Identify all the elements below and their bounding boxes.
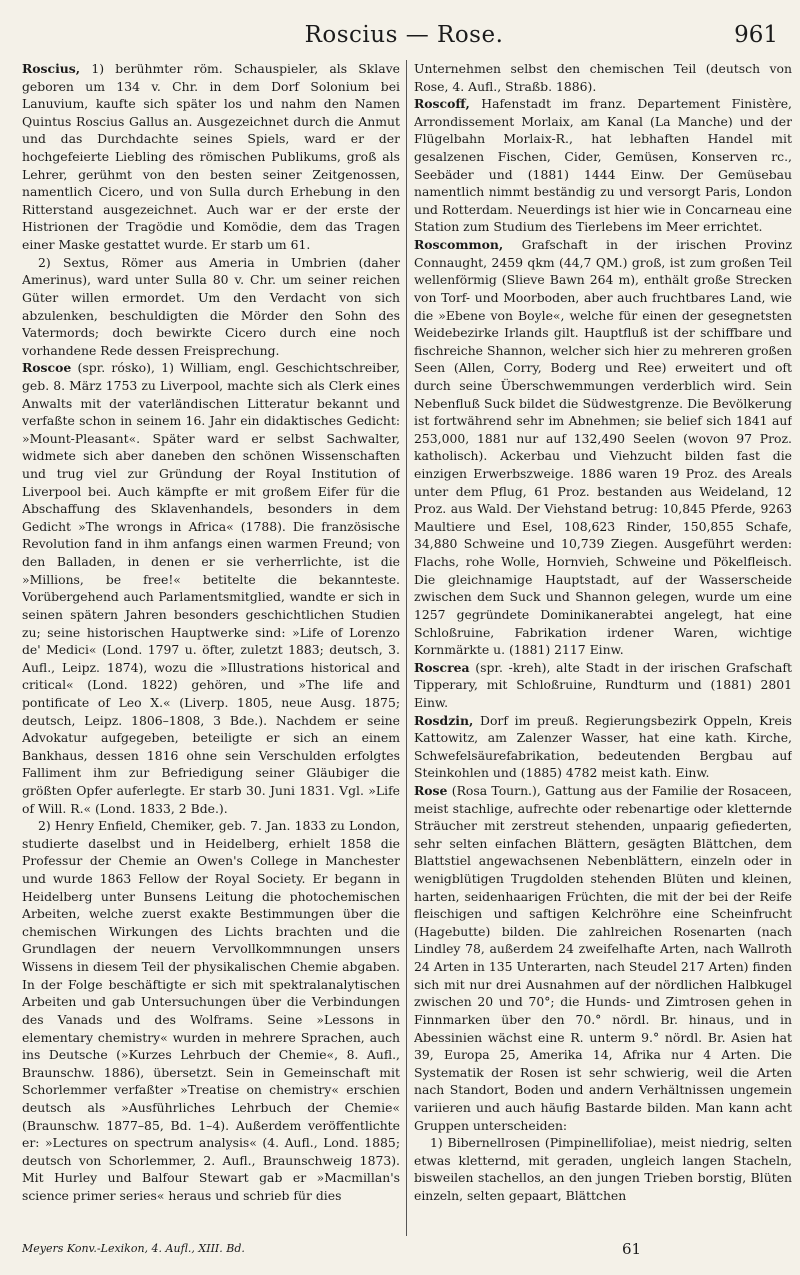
page-header — [30, 14, 778, 52]
entry-text: 1) Bibernellrosen (Pimpinellifoliae), meist niedrig, selten etwas kletternd, mit geraden, ungleich langen Stacheln, bisweilen stachellos, an den jungen Trieben borstig, Blüten einzeln, selten gepaart, Blättchen — [414, 1135, 792, 1203]
dictionary-entry — [414, 236, 792, 659]
dictionary-entry — [22, 254, 400, 360]
dictionary-entry — [22, 60, 400, 254]
entry-headword: Roscoff, — [414, 96, 470, 112]
entry-headword: Roscommon, — [414, 237, 504, 253]
entry-headword: Rosdzin, — [414, 712, 474, 728]
running-head: Roscius — Rose. — [304, 22, 504, 48]
entry-text: 2) Sextus, Römer aus Ameria in Umbrien (daher Amerinus), ward unter Sulla 80 v. Chr. um seiner reichen Güter willen ermordet. Um den Verdacht von sich abzulenken, beschuldigten die Mörder den Sohn des Vatermords; doch bewirkte Cicero durch eine noch vorhandene Rede dessen Freisprechung. — [22, 254, 400, 358]
footer-source: Meyers Konv.-Lexikon, 4. Aufl., XIII. Bd. — [22, 1242, 245, 1255]
entry-text: (spr. -kreh), alte Stadt in der irischen Grafschaft Tipperary, mit Schloßruine, Rundturm und (1881) 2801 Einw. — [414, 659, 792, 710]
left-column — [22, 60, 400, 1236]
entry-headword: Roscrea — [414, 659, 470, 675]
page-footer — [22, 1240, 778, 1262]
entry-text: Dorf im preuß. Regierungsbezirk Oppeln, Kreis Kattowitz, am Zalenzer Wasser, hat eine kath. Kirche, Schwefelsäurefabrikation, bedeutenden Bergbau auf Steinkohlen und (1885) 4782 meist kath. Einw. — [414, 712, 792, 781]
entry-headword: Roscoe — [22, 360, 72, 376]
text-columns — [22, 60, 792, 1236]
entry-text: (Rosa Tourn.), Gattung aus der Familie der Rosaceen, meist stachlige, aufrechte oder rebenartige oder kletternde Sträucher mit zerstreut stehenden, unpaarig gefiederten, sehr selten einfachen Blättern, gesägten Blättchen, dem Blattstiel angewachsenen Nebenblättern, einzeln oder in wenigblütigen Trugdolden stehenden Blüten und kleinen, harten, seidenhaarigen Früchten, die mit der bei der Reife fleischigen und saftigen Kelchröhre eine Scheinfrucht (Hagebutte) bilden. Die zahlreichen Rosenarten (nach Lindley 78, außerdem 24 zweifelhafte Arten, nach Wallroth 24 Arten in 135 Unterarten, nach Steudel 217 Arten) finden sich mit nur drei Ausnahmen auf der nördlichen Halbkugel zwischen 20 und 70°; die Hunds- und Zimtrosen gehen in Finnmarken über den 70.° nördl. Br. hinaus, und in Abessinien wächst eine R. unterm 9.° nördl. Br. Asien hat 39, Europa 25, Amerika 14, Afrika nur 4 Arten. Die Systematik der Rosen ist sehr schwierig, weil die Arten nach Standort, Boden und andern Verhältnissen ungemein variieren und auch häufig Bastarde bilden. Man kann acht Gruppen unterscheiden: — [414, 782, 792, 1133]
entry-headword: Rose — [414, 782, 448, 798]
entry-text: Grafschaft in der irischen Provinz Connaught, 2459 qkm (44,7 QM.) groß, ist zum großen Teil wellenförmig (Slieve Bawn 264 m), enthält große Strecken von Torf- und Moorboden, aber auch fruchtbares Land, wie die »Ebene von Boyle«, welche für einen der gesegnetsten Weidebezirke Irlands gilt. Hauptfluß ist der schiffbare und fischreiche Shannon, welcher sich hier zu mehreren großen Seen (Allen, Corry, Boderg und Ree) erweitert und oft durch seine Überschwemmungen verderblich wird. Sein Nebenfluß Suck bildet die Südwestgrenze. Die Bevölkerung ist fortwährend sehr im Abnehmen; sie belief sich 1841 auf 253,000, 1881 nur auf 132,490 Seelen (wovon 97 Proz. katholisch). Ackerbau und Viehzucht bilden fast die einzigen Erwerbszweige. 1886 waren 19 Proz. des Areals unter dem Pflug, 61 Proz. bestanden aus Weideland, 12 Proz. aus Wald. Der Viehstand betrug: 10,845 Pferde, 9263 Maultiere und Esel, 108,623 Rinder, 150,855 Schafe, 34,880 Schweine und 10,739 Ziegen. Ausgeführt werden: Flachs, rohe Wolle, Hornvieh, Schweine und Pökelfleisch. Die gleichnamige Hauptstadt, auf der Wasserscheide zwischen dem Suck und Shannon gelegen, wurde um eine 1257 gegründete Dominikanerabtei angelegt, hat eine Schloßruine, Fabrikation irdener Waren, wichtige Kornmärkte u. (1881) 2117 Einw. — [414, 237, 792, 658]
entry-text: Unternehmen selbst den chemischen Teil (deutsch von Rose, 4. Aufl., Straßb. 1886). — [414, 61, 792, 94]
dictionary-entry — [414, 712, 792, 782]
dictionary-entry — [414, 60, 792, 95]
page-number: 961 — [734, 22, 778, 48]
dictionary-entry — [22, 817, 400, 1204]
entry-text: 1) berühmter röm. Schauspieler, als Sklave geboren um 134 v. Chr. in dem Dorf Solonium bei Lanuvium, kaufte sich später los und nahm den Namen Quintus Roscius Gallus an. Ausgezeichnet durch die Anmut und das Durchdachte seines Spiels, ward er der hochgefeierte Liebling des römischen Publikums, groß als Lehrer, gerühmt von den besten seiner Zeitgenossen, namentlich Cicero, und von Sulla durch Erhebung in den Ritterstand ausgezeichnet. Auch war er der erste der Histrionen der Tragödie und Komödie, dem das Tragen einer Maske gestattet wurde. Er starb um 61. — [22, 61, 400, 253]
dictionary-entry — [22, 359, 400, 817]
dictionary-entry — [414, 782, 792, 1134]
entry-headword: Roscius, — [22, 61, 81, 76]
entry-text: 2) Henry Enfield, Chemiker, geb. 7. Jan. 1833 zu London, studierte daselbst und in Heidelberg, erhielt 1858 die Professur der Chemie an Owen's College in Manchester und wurde 1863 Fellow der Royal Society. Er begann in Heidelberg unter Bunsens Leitung die photochemischen Arbeiten, welche zuerst exakte Bestimmungen über die chemischen Wirkungen des Lichts brachten und die Grundlagen der neuern Vervollkommnungen unsers Wissens in diesem Teil der physikalischen Chemie abgaben. In der Folge beschäftigte er sich mit spektralanalytischen Arbeiten und gab Untersuchungen über die Verbindungen des Vanads und des Wolframs. Seine »Lessons in elementary chemistry« wurden in mehrere Sprachen, auch ins Deutsche (»Kurzes Lehrbuch der Chemie«, 8. Aufl., Braunschw. 1886), übersetzt. Sein in Gemeinschaft mit Schorlemmer verfaßter »Treatise on chemistry« erschien deutsch als »Ausführliches Lehrbuch der Chemie« (Braunschw. 1877–85, Bd. 1–4). Außerdem veröffentlichte er: »Lectures on spectrum analysis« (4. Aufl., Lond. 1885; deutsch von Schorlemmer, 2. Aufl., Braunschweig 1873). Mit Hurley und Balfour Stewart gab er »Macmillan's science primer series« heraus und schrieb für dies — [22, 818, 400, 1203]
dictionary-entry — [414, 659, 792, 712]
right-column — [414, 60, 792, 1236]
column-divider — [406, 60, 407, 1236]
signature-mark: 61 — [622, 1240, 642, 1258]
dictionary-entry — [414, 1134, 792, 1204]
entry-text: (spr. rósko), 1) William, engl. Geschichtschreiber, geb. 8. März 1753 zu Liverpool, machte sich als Clerk eines Anwalts mit der vaterländischen Litteratur bekannt und verfaßte schon in seinem 16. Jahr ein didaktisches Gedicht: »Mount-Pleasant«. Später ward er selbst Sachwalter, widmete sich aber daneben den schönen Wissenschaften und trug viel zur Gründung der Royal Institution of Liverpool bei. Auch kämpfte er mit großem Eifer für die Abschaffung des Sklavenhandels, besonders in dem Gedicht »The wrongs in Africa« (1788). Die französische Revolution fand in ihm anfangs einen warmen Freund; von den Balladen, in denen er sie verherrlichte, ist die »Millions, be free!« betitelte die bekannteste. Vorübergehend auch Parlamentsmitglied, wandte er sich in seinen spätern Jahren besonders geschichtlichen Studien zu; seine historischen Hauptwerke sind: »Life of Lorenzo de' Medici« (Lond. 1797 u. öfter, zuletzt 1883; deutsch, 3. Aufl., Leipz. 1874), wozu die »Illustrations historical and critical« (Lond. 1822) gehören, und »The life and pontificate of Leo X.« (Liverp. 1805, neue Ausg. 1875; deutsch, Leipz. 1806–1808, 3 Bde.). Nachdem er seine Advokatur aufgegeben, beteiligte er sich an einem Bankhaus, dessen 1816 ohne sein Verschulden erfolgtes Falliment ihm zur Befriedigung seiner Gläubiger die größten Opfer auferlegte. Er starb 30. Juni 1831. Vgl. »Life of Will. R.« (Lond. 1833, 2 Bde.). — [22, 360, 400, 816]
dictionary-entry — [414, 95, 792, 236]
entry-text: Hafenstadt im franz. Departement Finistère, Arrondissement Morlaix, am Kanal (La Manche) und der Flügelbahn Morlaix-R., hat lebhaften Handel mit gesalzenen Fischen, Cider, Gemüsen, Konserven rc., Seebäder und (1881) 1444 Einw. Der Gemüsebau namentlich nimmt beständig zu und versorgt Paris, London und Rotterdam. Neuerdings ist hier wie in Concarneau eine Station zum Studium des Tierlebens im Meer errichtet. — [414, 96, 792, 235]
